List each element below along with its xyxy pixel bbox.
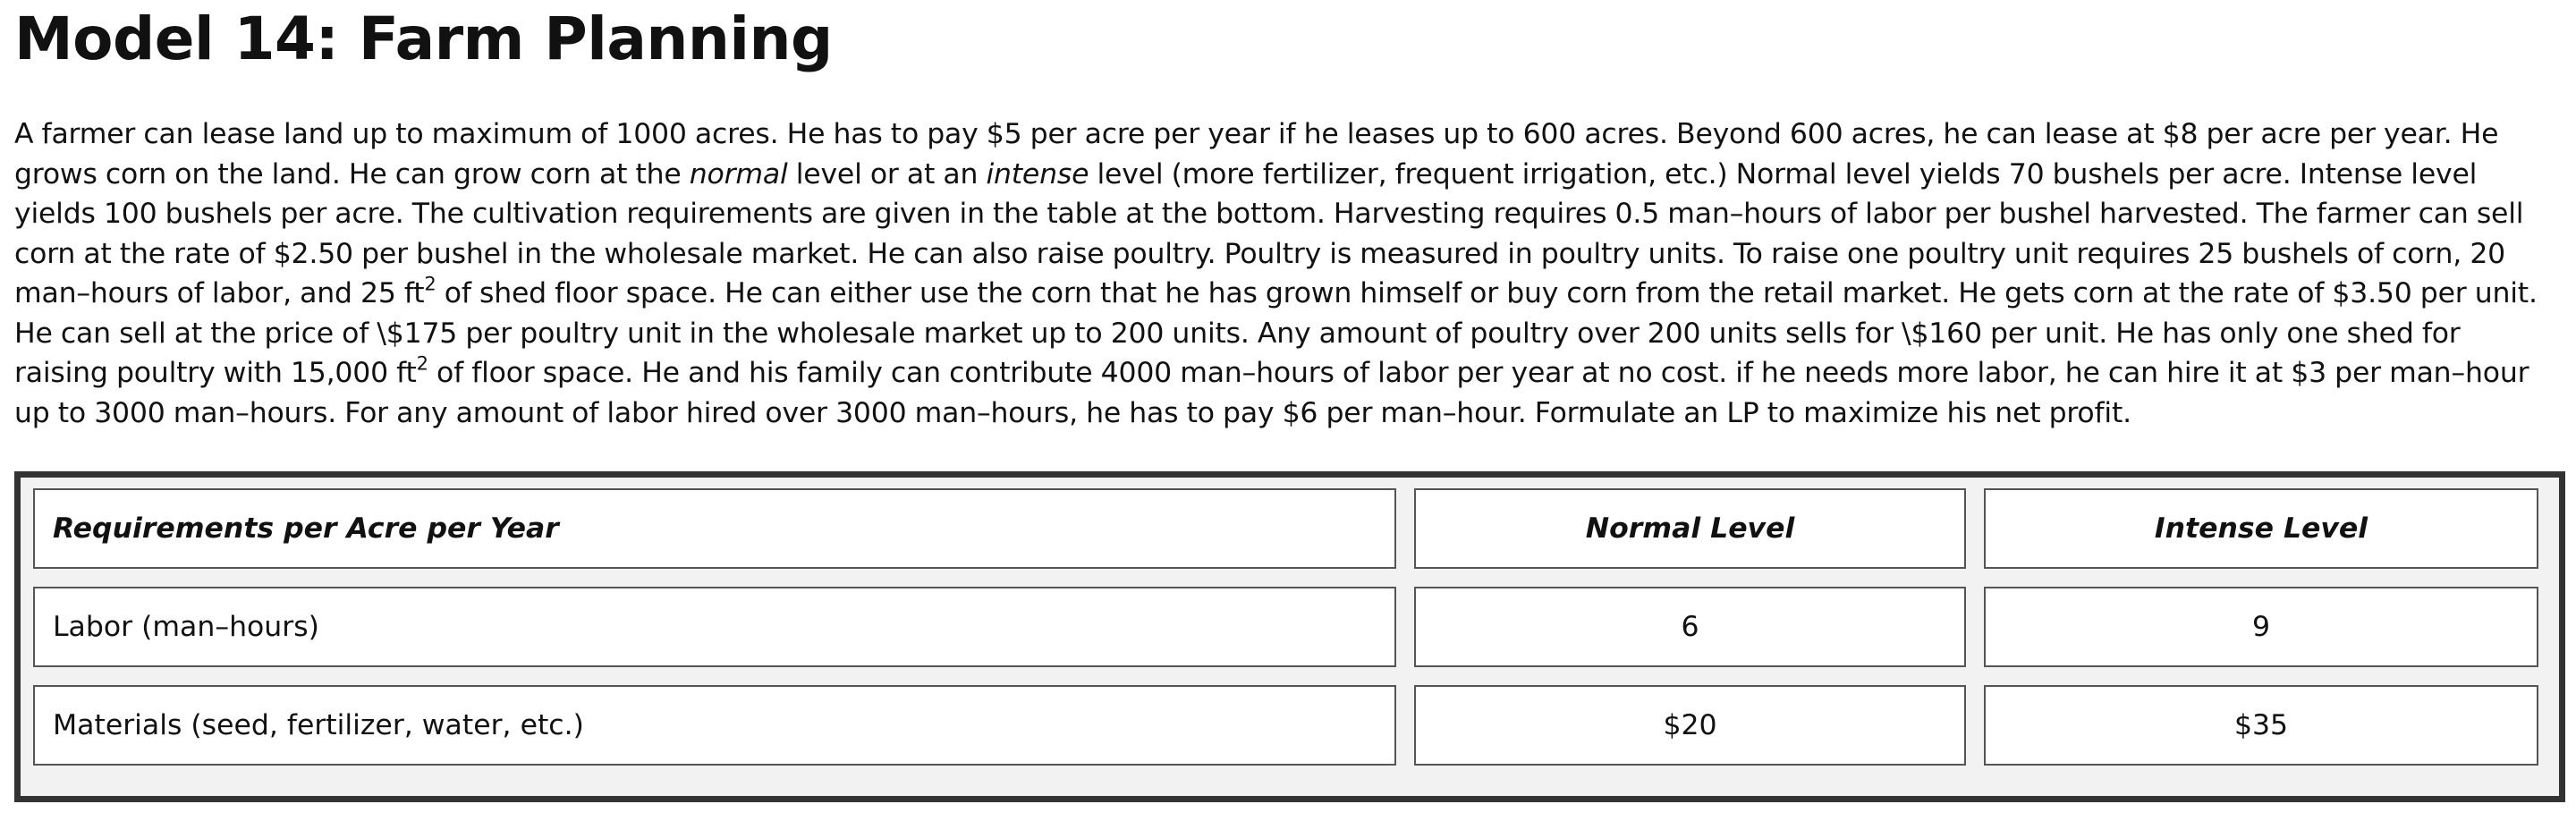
cell-labor-intense: 9 — [1984, 587, 2538, 667]
superscript-squared: 2 — [424, 273, 436, 295]
header-cell-requirements: Requirements per Acre per Year — [33, 488, 1396, 569]
table-row — [33, 685, 2538, 766]
superscript-squared: 2 — [416, 352, 428, 375]
page-title: Model 14: Farm Planning — [14, 4, 833, 73]
table-header-row — [33, 488, 2538, 569]
problem-text-2: level or at an — [787, 157, 987, 190]
cell-materials-normal: $20 — [1414, 685, 1966, 766]
problem-text-4: of shed floor space. He can either use the corn that he has grown himself or buy corn from the retail market. He gets corn at the rate of $3.50 per unit. He can sell at the price of \$175 per poultry unit in the wholesale market up to 200 units. Any amount of poultry over 200 units sells for \$160 per unit. He has only one shed for raising poultry with 15,000 ft — [14, 277, 2538, 389]
requirements-table — [15, 470, 2556, 783]
header-cell-normal-level: Normal Level — [1414, 488, 1966, 569]
problem-text-3: level (more fertilizer, frequent irrigation, etc.) Normal level yields 70 bushels per acre. Intense level yields 100 bushels per acre. The cultivation requirements are given in the table at the bottom. Harvesting requires 0.5 man–hours of labor per bushel harvested. The farmer can sell corn at the rate of $2.50 per bushel in the wholesale market. He can also raise poultry. Poultry is measured in poultry units. To raise one poultry unit requires 25 bushels of corn, 20 man–hours of labor, and 25 ft — [14, 157, 2524, 309]
row-label-materials: Materials (seed, fertilizer, water, etc.) — [33, 685, 1396, 766]
problem-text-5: of floor space. He and his family can contribute 4000 man–hours of labor per year at no cost. if he needs more labor, he can hire it at $3 per man–hour up to 3000 man–hours. For any amount of labor hired over 3000 man–hours, he has to pay $6 per man–hour. Formulate an LP to maximize his net profit. — [14, 357, 2529, 429]
cell-labor-normal: 6 — [1414, 587, 1966, 667]
emphasis-intense: intense — [986, 157, 1089, 190]
problem-text-1: A farmer can lease land up to maximum of 1000 acres. He has to pay $5 per acre per year if he leases up to 600 acres. Beyond 600 acres, he can lease at $8 per acre per year. He grows corn on the land. He can grow corn at the — [14, 118, 2499, 190]
header-cell-intense-level: Intense Level — [1984, 488, 2538, 569]
cell-materials-intense: $35 — [1984, 685, 2538, 766]
requirements-table-frame — [14, 471, 2565, 802]
problem-statement — [14, 114, 2562, 433]
table-row — [33, 587, 2538, 667]
row-label-labor: Labor (man–hours) — [33, 587, 1396, 667]
emphasis-normal: normal — [689, 157, 788, 190]
